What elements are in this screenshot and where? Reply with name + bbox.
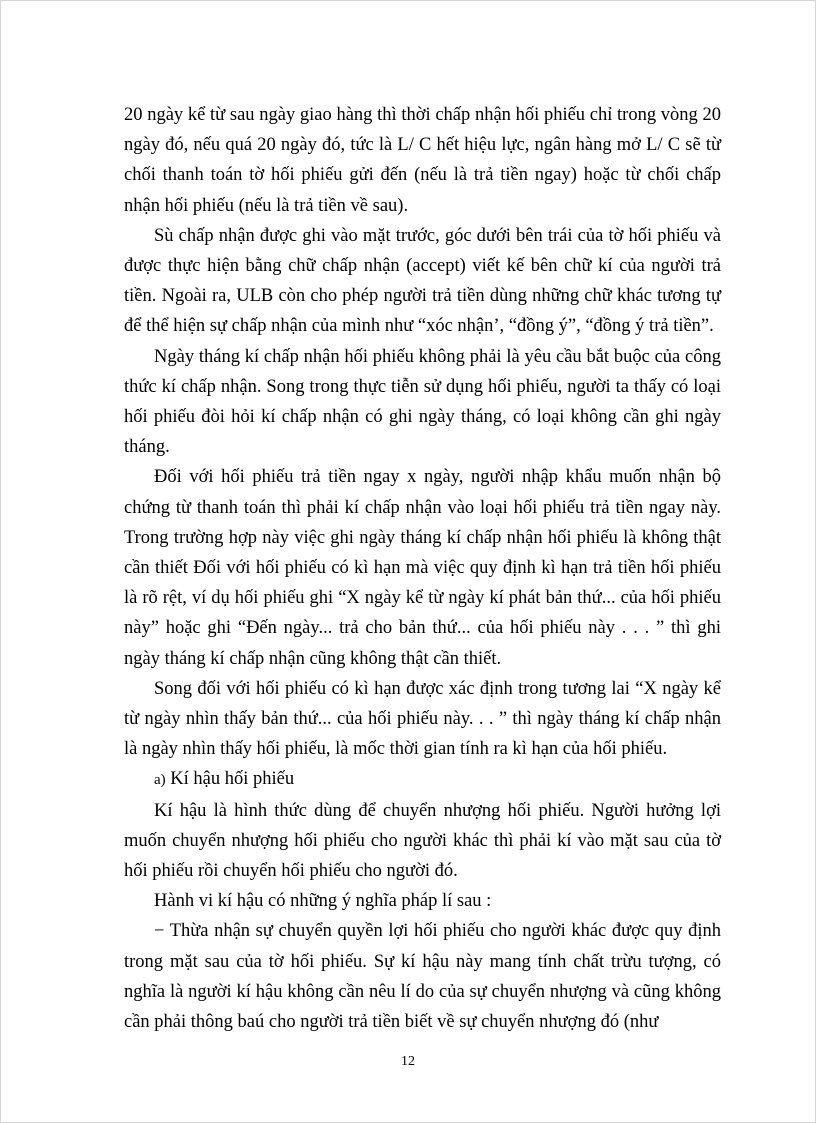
paragraph: − Thừa nhận sự chuyển quyền lợi hối phiếu cho người khác được quy định trong mặt sau của tờ hối phiếu. Sự kí hậu này mang tính chất trừu tượng, có nghĩa là người kí hậu không cần nêu lí do của sự chuyển nhượng và cũng không cần phải thông baú cho người trả tiền biết về sự chuyển nhượng đó (như xyxy=(124,921,721,1033)
paragraph: Đối với hối phiếu trả tiền ngay x ngày, người nhập khẩu muốn nhận bộ chứng từ thanh toán thì phải kí chấp nhận vào loại hối phiếu trả tiền ngay này. Trong trường hợp này việc ghi ngày tháng kí chấp nhận hối phiếu là không thật cần thiết Đối với hối phiếu có kì hạn mà việc quy định kì hạn trả tiền hối phiếu là rõ rệt, ví dụ hối phiếu ghi “X ngày kể từ ngày kí phát bản thứ... của hối phiếu này” hoặc ghi “Đến ngày... trả cho bản thứ... của hối phiếu này . . . ” thì ghi ngày tháng kí chấp nhận cũng không thật cần thiết. xyxy=(124,467,721,669)
paragraph: 20 ngày kể từ sau ngày giao hàng thì thời chấp nhận hối phiếu chỉ trong vòng 20 ngày đó, nếu quá 20 ngày đó, tức là L/ C hết hiệu lực, ngân hàng mở L/ C sẽ từ chối thanh toán tờ hối phiếu gửi đến (nếu là trả tiền ngay) hoặc từ chối chấp nhận hối phiếu (nếu là trả tiền về sau). xyxy=(124,105,721,216)
paragraph: Hành vi kí hậu có những ý nghĩa pháp lí sau : xyxy=(154,891,492,912)
paragraph: Kí hậu là hình thức dùng để chuyển nhượng hối phiếu. Người hưởng lợi muốn chuyển nhượng hối phiếu cho người khác thì phải kí vào mặt sau của tờ hối phiếu rồi chuyển hối phiếu cho người đó. xyxy=(124,800,721,882)
page-number: 12 xyxy=(401,1054,415,1069)
paragraph: Sù chấp nhận được ghi vào mặt trước, góc dưới bên trái của tờ hối phiếu và được thực hiện bằng chữ chấp nhận (accept) viết kế bên chữ kí của người trả tiền. Ngoài ra, ULB còn cho phép người trả tiền dùng những chữ khác tương tự để thể hiện sự chấp nhận của mình như “xóc nhận’, “đồng ý”, “đồng ý trả tiền”. xyxy=(124,225,721,337)
paragraph: Ngày tháng kí chấp nhận hối phiếu không phải là yêu cầu bắt buộc của công thức kí chấp nhận. Song trong thực tiễn sử dụng hối phiếu, người ta thấy có loại hối phiếu đòi hỏi kí chấp nhận có ghi ngày tháng, có loại không cần ghi ngày tháng. xyxy=(124,346,721,458)
section-heading-title: Kí hậu hối phiếu xyxy=(170,769,295,790)
paragraph: Song đối với hối phiếu có kì hạn được xác định trong tương lai “X ngày kể từ ngày nhìn thấy bản thứ... của hối phiếu này. . . ” thì ngày tháng kí chấp nhận là ngày nhìn thấy hối phiếu, là mốc thời gian tính ra kì hạn của hối phiếu. xyxy=(124,678,721,760)
document-body xyxy=(124,100,721,1037)
section-heading-marker: a) xyxy=(154,772,166,789)
section-heading xyxy=(124,764,721,795)
